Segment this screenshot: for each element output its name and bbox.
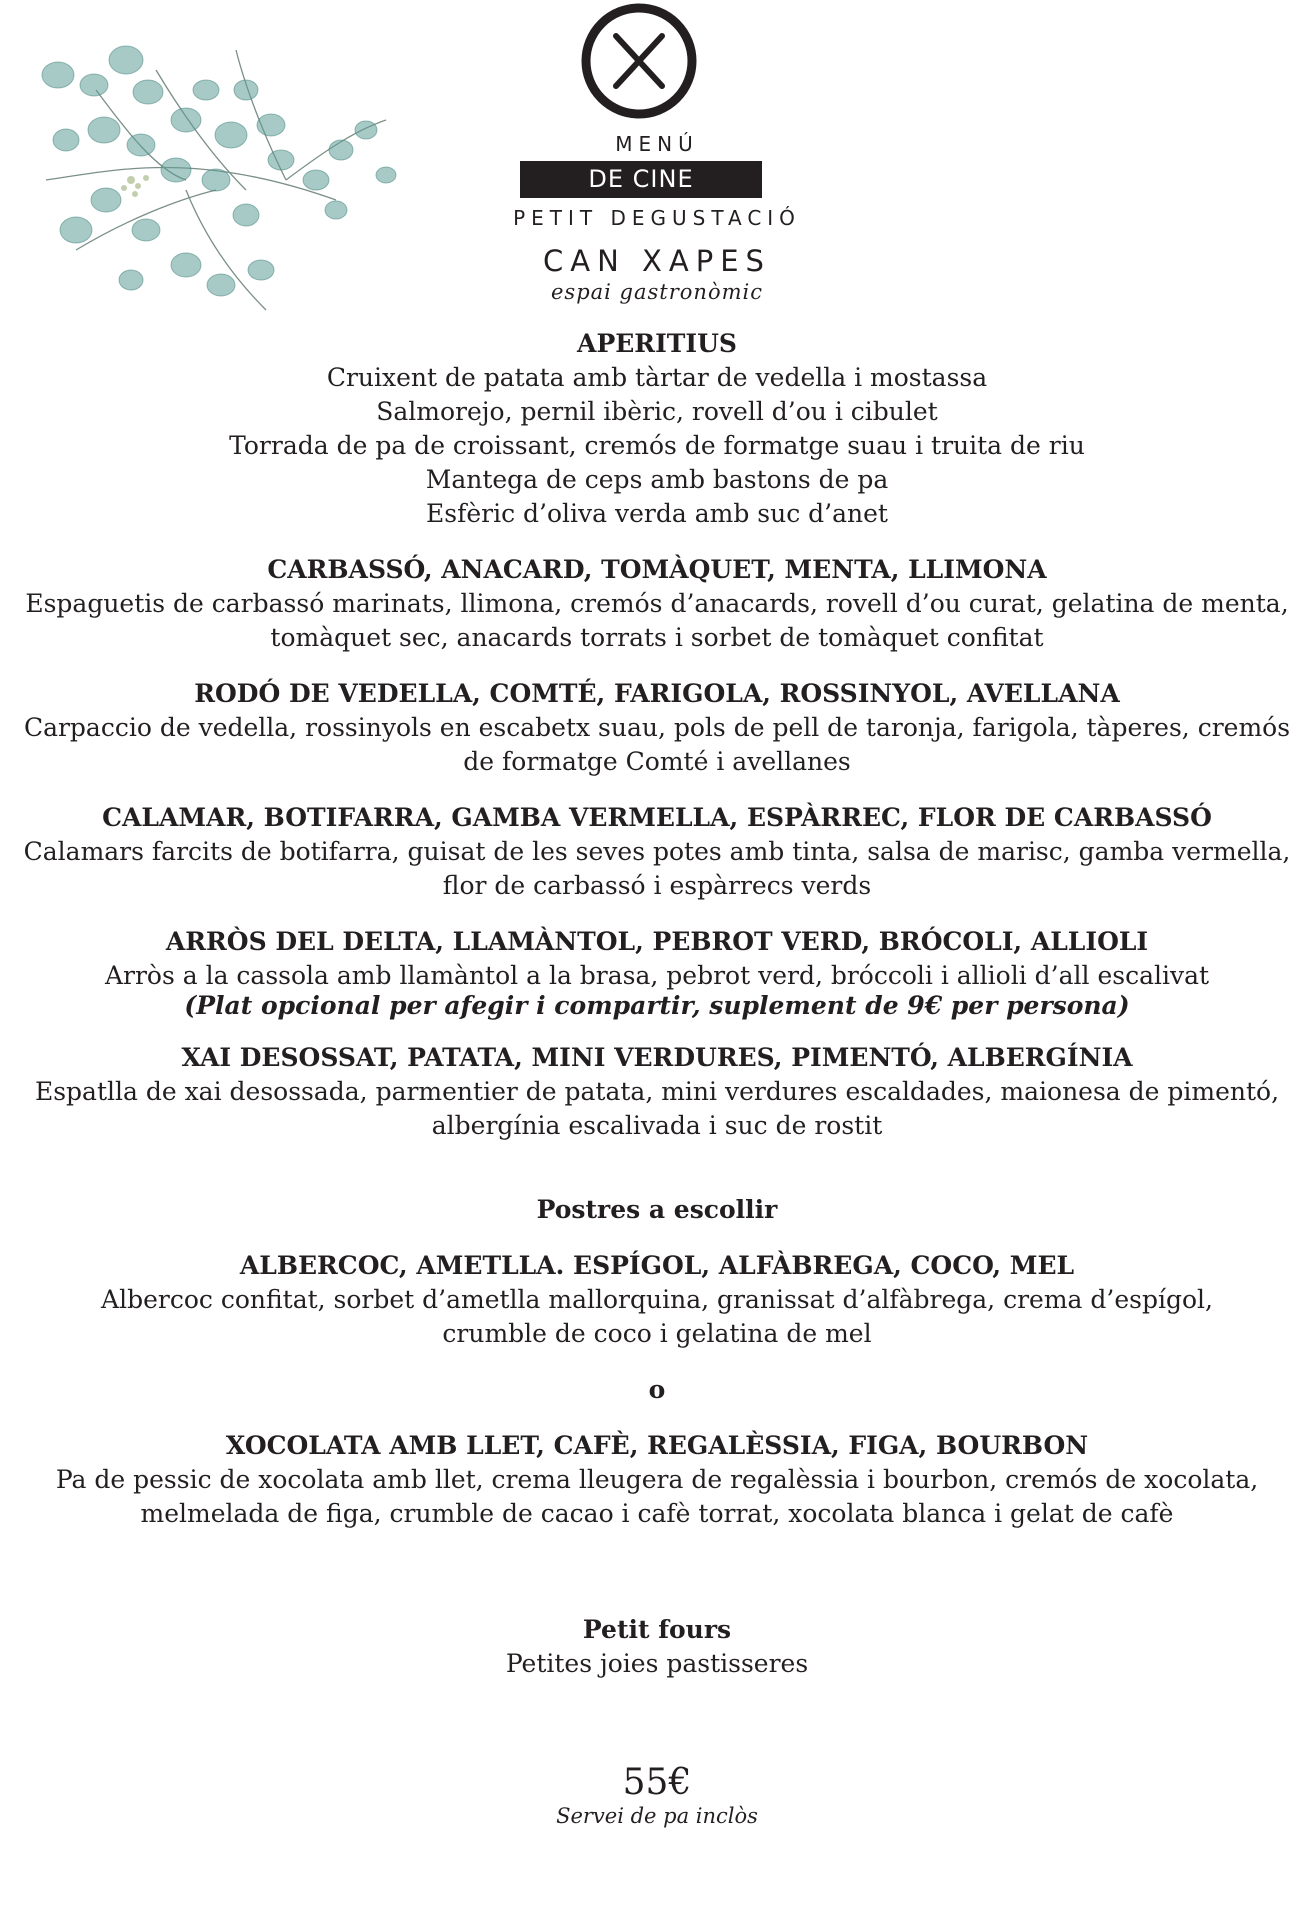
aperitiu-item: Salmorejo, pernil ibèric, rovell d’ou i cibulet: [376, 397, 938, 426]
menu-content: [0, 327, 1314, 1829]
aperitiu-item: Esfèric d’oliva verda amb suc d’anet: [426, 499, 888, 528]
dish-title: XAI DESOSSAT, PATATA, MINI VERDURES, PIMENTÓ, ALBERGÍNIA: [181, 1043, 1133, 1072]
petit-fours-title: Petit fours: [582, 1615, 732, 1644]
dish-title: CARBASSÓ, ANACARD, TOMÀQUET, MENTA, LLIMONA: [267, 555, 1047, 584]
aperitius-section: [0, 327, 1314, 531]
desserts-heading: Postres a escollir: [536, 1195, 778, 1224]
dessert-or: o: [648, 1375, 666, 1404]
dish-description: albergínia escalivada i suc de rostit: [431, 1111, 883, 1140]
petit-fours-section: [0, 1613, 1314, 1681]
dish-title: ARRÒS DEL DELTA, LLAMÀNTOL, PEBROT VERD, BRÓCOLI, ALLIOLI: [165, 927, 1149, 956]
petit-fours-text: Petites joies pastisseres: [505, 1649, 809, 1678]
aperitiu-item: Torrada de pa de croissant, cremós de formatge suau i truita de riu: [229, 431, 1085, 460]
price-section: [0, 1763, 1314, 1829]
menu-price: 55€: [622, 1762, 692, 1803]
dish-section: [0, 677, 1314, 779]
aperitiu-item: Cruixent de patata amb tàrtar de vedella i mostassa: [326, 363, 988, 392]
dish-description: Espaguetis de carbassó marinats, llimona, cremós d’anacards, rovell d’ou curat, gelatina de menta,: [25, 589, 1289, 618]
dish-section: [0, 925, 1314, 1019]
petit-degustacio-label: PETIT DEGUSTACIÓ: [513, 206, 801, 230]
de-cine-banner: DE CINE: [520, 161, 762, 198]
aperitius-title: APERITIUS: [577, 329, 737, 358]
dish-title: CALAMAR, BOTIFARRA, GAMBA VERMELLA, ESPÀRREC, FLOR DE CARBASSÓ: [102, 803, 1212, 832]
dish-supplement-note: (Plat opcional per afegir i compartir, suplement de 9€ per persona): [184, 991, 1130, 1020]
dish-section: [0, 1041, 1314, 1143]
desserts-section: [0, 1193, 1314, 1531]
dessert-title: ALBERCOC, AMETLLA. ESPÍGOL, ALFÀBREGA, COCO, MEL: [239, 1251, 1075, 1280]
dessert-title: XOCOLATA AMB LLET, CAFÈ, REGALÈSSIA, FIGA, BOURBON: [225, 1431, 1089, 1460]
dish-description: tomàquet sec, anacards torrats i sorbet de tomàquet confitat: [270, 623, 1044, 652]
restaurant-tagline: espai gastronòmic: [551, 280, 763, 304]
menu-label: MENÚ: [615, 132, 699, 156]
dish-description: Arròs a la cassola amb llamàntol a la brasa, pebrot verd, bróccoli i allioli d’all escalivat: [104, 961, 1210, 990]
dish-description: de formatge Comté i avellanes: [463, 747, 851, 776]
bread-service-note: Servei de pa inclòs: [556, 1804, 758, 1828]
dish-description: flor de carbassó i espàrrecs verds: [442, 871, 872, 900]
dish-section: [0, 801, 1314, 903]
dessert-description: crumble de coco i gelatina de mel: [442, 1319, 872, 1348]
dish-section: [0, 553, 1314, 655]
dish-title: RODÓ DE VEDELLA, COMTÉ, FARIGOLA, ROSSINYOL, AVELLANA: [194, 679, 1120, 708]
x-circle-logo-icon: [580, 2, 698, 120]
dish-description: Carpaccio de vedella, rossinyols en escabetx suau, pols de pell de taronja, farigola, tàperes, cremós: [23, 713, 1291, 742]
aperitiu-item: Mantega de ceps amb bastons de pa: [425, 465, 889, 494]
dessert-description: Pa de pessic de xocolata amb llet, crema lleugera de regalèssia i bourbon, cremós de xocolata,: [55, 1465, 1259, 1494]
restaurant-name: CAN XAPES: [543, 244, 771, 278]
dessert-description: melmelada de figa, crumble de cacao i cafè torrat, xocolata blanca i gelat de cafè: [140, 1499, 1174, 1528]
dish-description: Calamars farcits de botifarra, guisat de les seves potes amb tinta, salsa de marisc, gamba vermella,: [23, 837, 1291, 866]
dessert-description: Albercoc confitat, sorbet d’ametlla mallorquina, granissat d’alfàbrega, crema d’espígol,: [101, 1285, 1213, 1314]
dish-description: Espatlla de xai desossada, parmentier de patata, mini verdures escaldades, maionesa de pimentó,: [34, 1077, 1280, 1106]
